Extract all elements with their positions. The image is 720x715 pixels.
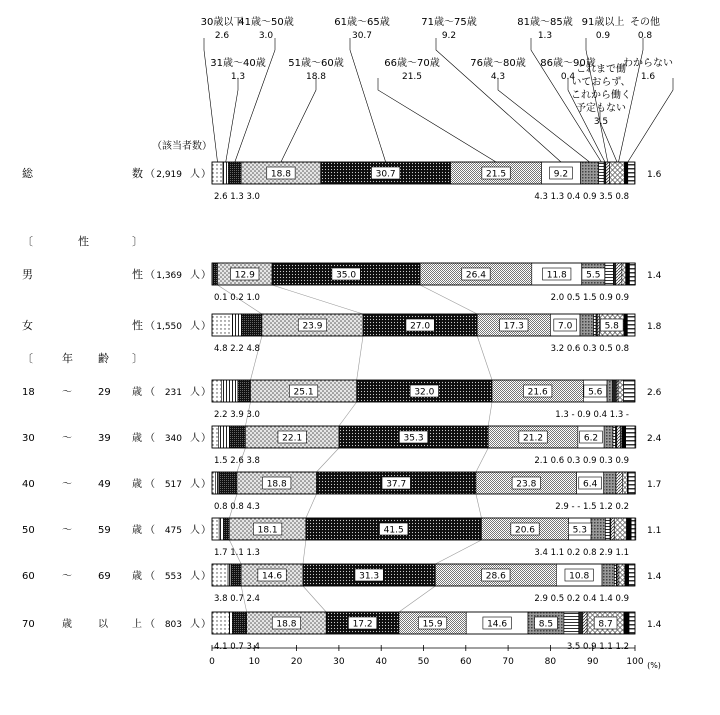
bar-segment-r7-c0 bbox=[212, 564, 228, 586]
below-left-r5: 0.8 0.8 4.3 bbox=[214, 502, 260, 512]
row-n-unit-r5: 人 bbox=[190, 479, 200, 490]
row-n-unit-r8: 人 bbox=[190, 619, 200, 630]
legend-value-8: 1.3 bbox=[537, 31, 553, 41]
bar-label-r4-2: 21.2 bbox=[523, 433, 544, 444]
bar-segment-r6-c1 bbox=[219, 518, 224, 540]
bar-label-r1-2: 26.4 bbox=[465, 270, 486, 281]
row-close-paren-r6: ） bbox=[201, 525, 211, 536]
connector-r3-k5 bbox=[488, 402, 492, 426]
legend-name-6: 71歳～75歳 bbox=[421, 17, 477, 28]
bar-segment-r7-c2 bbox=[231, 564, 241, 586]
bar-segment-r6-c2 bbox=[224, 518, 229, 540]
bar-segment-r7-c8 bbox=[614, 564, 616, 586]
x-tick-label-10: 100 bbox=[626, 657, 644, 667]
bar-segment-r1-c12 bbox=[626, 263, 630, 285]
bar-label-r8-0: 18.8 bbox=[276, 619, 297, 630]
legend-leader-2 bbox=[235, 38, 275, 162]
legend-value-2: 3.0 bbox=[258, 31, 274, 41]
legend-leader-5 bbox=[378, 78, 496, 162]
row-n-r7: 553 bbox=[164, 572, 182, 582]
x-tick-label-1: 10 bbox=[248, 657, 261, 667]
row-label-c-r8: 以 bbox=[98, 619, 108, 630]
right-value-r3: 2.6 bbox=[647, 388, 662, 398]
bar-segment-r8-c10 bbox=[583, 612, 588, 634]
bar-segment-r0-c13 bbox=[628, 162, 635, 184]
legend-name-2: 41歳～50歳 bbox=[238, 17, 294, 28]
bar-label-r3-3: 5.6 bbox=[588, 387, 603, 398]
below-right-r7: 2.9 0.5 0.2 0.4 1.4 0.9 bbox=[534, 594, 629, 604]
row-n-r4: 340 bbox=[164, 434, 182, 444]
row-n-unit-r1: 人 bbox=[190, 270, 200, 281]
row-label-d-r5: 歳 bbox=[132, 479, 142, 490]
bar-segment-r0-c8 bbox=[599, 162, 604, 184]
legend-value-4: 30.7 bbox=[351, 31, 373, 41]
bar-segment-r6-c12 bbox=[627, 518, 632, 540]
right-value-r4: 2.4 bbox=[647, 434, 662, 444]
bar-segment-r1-c10 bbox=[616, 263, 622, 285]
bar-segment-r4-c13 bbox=[626, 426, 636, 448]
bar-label-r4-1: 35.3 bbox=[403, 433, 424, 444]
bar-label-r4-0: 22.1 bbox=[282, 433, 303, 444]
bar-segment-r0-c0 bbox=[212, 162, 223, 184]
row-open-paren-r5: （ bbox=[145, 479, 155, 490]
bar-label-r2-0: 23.9 bbox=[302, 321, 323, 332]
bar-segment-r4-c0 bbox=[212, 426, 218, 448]
connector-r4-k5 bbox=[476, 448, 488, 472]
below-left-r8: 4.1 0.7 3.4 bbox=[214, 642, 260, 652]
legend-name-3: 51歳～60歳 bbox=[288, 58, 344, 69]
row-label-c-r4: 39 bbox=[98, 433, 111, 444]
row-label-b-r3: ～ bbox=[62, 387, 72, 398]
connector-r7-k5 bbox=[399, 586, 435, 612]
bar-label-r8-1: 17.2 bbox=[352, 619, 373, 630]
bar-segment-r1-c8 bbox=[605, 263, 613, 285]
legend-name-5: 66歳～70歳 bbox=[384, 58, 440, 69]
bar-label-r6-3: 5.3 bbox=[572, 525, 587, 536]
row-label-d-r4: 歳 bbox=[132, 433, 142, 444]
row-n-unit-r6: 人 bbox=[190, 525, 200, 536]
legend-value-11: 3.5 bbox=[593, 117, 609, 127]
bar-label-r4-3: 6.2 bbox=[583, 433, 599, 444]
x-tick-label-2: 20 bbox=[290, 657, 303, 667]
right-value-r1: 1.4 bbox=[647, 271, 662, 281]
row-label-c-r6: 59 bbox=[98, 525, 111, 536]
legend-leader-12 bbox=[628, 78, 673, 162]
legend-name-4: 61歳～65歳 bbox=[334, 17, 390, 28]
bar-segment-r3-c2 bbox=[238, 380, 251, 402]
connector-r6-k5 bbox=[435, 540, 481, 564]
row-close-paren-r8: ） bbox=[201, 619, 211, 630]
bar-segment-r2-c8 bbox=[594, 314, 597, 336]
x-tick-label-0: 0 bbox=[209, 657, 215, 667]
bar-segment-r5-c11 bbox=[622, 472, 627, 494]
connector-r4-k4 bbox=[316, 448, 338, 472]
connector-r5-k4 bbox=[306, 494, 317, 518]
bar-segment-r8-c8 bbox=[564, 612, 579, 634]
row-n-unit-r0: 人 bbox=[190, 169, 200, 180]
x-tick-label-7: 70 bbox=[502, 657, 514, 667]
row-close-paren-r7: ） bbox=[201, 571, 211, 582]
row-label-a-r0: 総 bbox=[22, 167, 33, 180]
legend-value-13: 0.8 bbox=[637, 31, 653, 41]
bar-label-r7-2: 28.6 bbox=[485, 571, 506, 582]
section-age-title-b: 齢 bbox=[98, 352, 109, 365]
row-label-c-r3: 29 bbox=[98, 387, 111, 398]
bar-label-r7-0: 14.6 bbox=[262, 571, 283, 582]
bar-segment-r4-c10 bbox=[617, 426, 621, 448]
legend-name-12: わからない bbox=[623, 58, 673, 69]
below-left-r6: 1.7 1.1 1.3 bbox=[214, 548, 260, 558]
row-label-b-r4: ～ bbox=[62, 433, 72, 444]
row-label-b-r5: ～ bbox=[62, 479, 72, 490]
row-n-r2: 1,550 bbox=[156, 322, 182, 332]
bar-label-r2-4: 5.8 bbox=[604, 321, 619, 332]
bar-label-r8-5: 8.7 bbox=[598, 619, 613, 630]
row-label-d-r8: 上 bbox=[132, 619, 142, 630]
legend-name-11a: これまで働 bbox=[576, 64, 626, 75]
bar-segment-r8-c9 bbox=[579, 612, 583, 634]
bar-segment-r1-c9 bbox=[613, 263, 615, 285]
bar-label-r6-2: 20.6 bbox=[514, 525, 536, 536]
bar-segment-r5-c0 bbox=[212, 472, 215, 494]
legend-value-12: 1.6 bbox=[640, 72, 656, 82]
bar-segment-r6-c7 bbox=[591, 518, 605, 540]
bar-label-r8-4: 8.5 bbox=[538, 619, 554, 630]
legend-name-10: 91歳以上 bbox=[581, 17, 625, 28]
legend-value-6: 9.2 bbox=[441, 31, 457, 41]
bar-segment-r5-c1 bbox=[215, 472, 218, 494]
row-n-r1: 1,369 bbox=[156, 271, 182, 281]
connector-r6-k4 bbox=[303, 540, 306, 564]
bar-segment-r0-c11 bbox=[610, 162, 625, 184]
legend-name-11b: いておらず、 bbox=[571, 77, 631, 88]
bar-segment-r3-c11 bbox=[618, 380, 623, 402]
row-close-paren-r0: ） bbox=[201, 169, 211, 180]
bar-label-r0-3: 9.2 bbox=[553, 169, 569, 180]
below-right-r3: 1.3 - 0.9 0.4 1.3 - bbox=[555, 410, 629, 420]
bar-label-r8-2: 15.9 bbox=[422, 619, 443, 630]
bar-label-r6-1: 41.5 bbox=[383, 525, 404, 536]
bar-segment-r5-c7 bbox=[604, 472, 616, 494]
bar-label-r0-0: 18.8 bbox=[270, 169, 291, 180]
x-tick-label-4: 40 bbox=[375, 657, 387, 667]
row-label-d-r3: 歳 bbox=[132, 387, 142, 398]
bar-label-r1-1: 35.0 bbox=[336, 270, 357, 281]
bar-segment-r6-c8 bbox=[605, 518, 610, 540]
row-label-a-r2: 女 bbox=[22, 319, 33, 332]
row-label-d-r6: 歳 bbox=[132, 525, 142, 536]
bar-label-r1-0: 12.9 bbox=[234, 270, 255, 281]
connector-r1-k5 bbox=[420, 285, 477, 314]
section-age-open: 〔 bbox=[22, 352, 33, 365]
row-label-a-r5: 40 bbox=[22, 479, 35, 490]
row-open-paren-r4: （ bbox=[145, 433, 155, 444]
row-open-paren-r7: （ bbox=[145, 571, 155, 582]
bar-label-r6-0: 18.1 bbox=[257, 525, 278, 536]
below-left-r3: 2.2 3.9 3.0 bbox=[214, 410, 260, 420]
bar-segment-r2-c0 bbox=[212, 314, 232, 336]
bar-label-r3-0: 25.1 bbox=[293, 387, 314, 398]
bar-segment-r5-c10 bbox=[616, 472, 622, 494]
connector-r5-k5 bbox=[476, 494, 481, 518]
row-label-b-r6: ～ bbox=[62, 525, 72, 536]
connector-r2-k4 bbox=[357, 336, 363, 380]
row-n-r8: 803 bbox=[164, 620, 182, 630]
bar-segment-r1-c11 bbox=[622, 263, 626, 285]
legend-value-7: 4.3 bbox=[490, 72, 506, 82]
legend-name-9: 86歳～90歳 bbox=[540, 58, 596, 69]
respondents-label: （該当者数） bbox=[152, 141, 212, 152]
row-n-unit-r7: 人 bbox=[190, 571, 200, 582]
row-label-a-r6: 50 bbox=[22, 525, 35, 536]
section-age-close: 〕 bbox=[132, 352, 143, 365]
legend-leader-6 bbox=[436, 38, 561, 162]
row-open-paren-r3: （ bbox=[145, 387, 155, 398]
legend-name-13: その他 bbox=[630, 17, 660, 28]
bar-label-r2-1: 27.0 bbox=[410, 321, 431, 332]
bar-segment-r1-c13 bbox=[630, 263, 636, 285]
below-right-r2: 3.2 0.6 0.3 0.5 0.8 bbox=[550, 344, 629, 354]
right-value-r6: 1.1 bbox=[647, 526, 662, 536]
row-n-r6: 475 bbox=[164, 526, 182, 536]
right-value-r5: 1.7 bbox=[647, 480, 662, 490]
connector-r2-k5 bbox=[477, 336, 492, 380]
bar-segment-r2-c12 bbox=[624, 314, 627, 336]
row-n-unit-r3: 人 bbox=[190, 387, 200, 398]
x-tick-label-5: 50 bbox=[417, 657, 430, 667]
row-label-b-r1: 性 bbox=[132, 268, 143, 281]
right-value-r2: 1.8 bbox=[647, 322, 662, 332]
row-labels bbox=[22, 139, 212, 630]
below-right-r0: 4.3 1.3 0.4 0.9 3.5 0.8 bbox=[534, 192, 629, 202]
below-left-r4: 1.5 2.6 3.8 bbox=[214, 456, 260, 466]
below-left-r7: 3.8 0.7 2.4 bbox=[214, 594, 260, 604]
bar-segment-r0-c7 bbox=[580, 162, 598, 184]
legend-value-3: 18.8 bbox=[305, 72, 327, 82]
bar-label-r5-1: 37.7 bbox=[386, 479, 407, 490]
bar-label-r7-1: 31.3 bbox=[359, 571, 380, 582]
row-label-c-r5: 49 bbox=[98, 479, 111, 490]
bar-segment-r2-c10 bbox=[597, 314, 599, 336]
bar-segment-r4-c2 bbox=[229, 426, 245, 448]
row-open-paren-r1: （ bbox=[145, 270, 155, 281]
bar-segments bbox=[212, 162, 636, 634]
right-value-r0: 1.6 bbox=[647, 170, 662, 180]
connector-r1-k4 bbox=[272, 285, 363, 314]
right-value-r7: 1.4 bbox=[647, 572, 662, 582]
bar-segment-r0-c1 bbox=[223, 162, 228, 184]
row-close-paren-r2: ） bbox=[201, 321, 211, 332]
bar-segment-r4-c8 bbox=[613, 426, 616, 448]
row-n-r3: 231 bbox=[164, 388, 182, 398]
row-label-d-r7: 歳 bbox=[132, 571, 142, 582]
connector-r3-k4 bbox=[339, 402, 357, 426]
bar-segment-r4-c12 bbox=[622, 426, 626, 448]
bar-segment-r5-c13 bbox=[628, 472, 635, 494]
legend-value-1: 1.3 bbox=[230, 72, 246, 82]
bar-segment-r4-c7 bbox=[604, 426, 613, 448]
row-label-b-r7: ～ bbox=[62, 571, 72, 582]
legend-value-0: 2.6 bbox=[214, 31, 230, 41]
bar-label-r2-2: 17.3 bbox=[503, 321, 524, 332]
bar-segment-r8-c0 bbox=[212, 612, 229, 634]
bar-segment-r6-c10 bbox=[611, 518, 614, 540]
section-age-title-a: 年 bbox=[62, 352, 73, 365]
bar-label-r3-2: 21.6 bbox=[527, 387, 548, 398]
below-right-r1: 2.0 0.5 1.5 0.9 0.9 bbox=[550, 293, 629, 303]
row-label-b-r8: 歳 bbox=[62, 619, 72, 630]
bar-label-r7-3: 10.8 bbox=[569, 571, 590, 582]
row-label-a-r4: 30 bbox=[22, 433, 35, 444]
bar-label-r1-4: 5.5 bbox=[586, 270, 601, 281]
legend-leader-1 bbox=[226, 78, 238, 162]
bar-segment-r7-c7 bbox=[602, 564, 614, 586]
bar-segment-r7-c13 bbox=[629, 564, 635, 586]
below-left-r2: 4.8 2.2 4.8 bbox=[214, 344, 260, 354]
legend-name-8: 81歳～85歳 bbox=[517, 17, 573, 28]
row-open-paren-r8: （ bbox=[145, 619, 155, 630]
bar-segment-r0-c12 bbox=[624, 162, 627, 184]
legend-name-11d: 予定もない bbox=[576, 103, 626, 114]
row-label-b-r2: 性 bbox=[132, 319, 143, 332]
row-label-b-r0: 数 bbox=[132, 167, 143, 180]
bar-label-r0-1: 30.7 bbox=[375, 169, 396, 180]
bar-segment-r8-c1 bbox=[229, 612, 232, 634]
x-tick-label-6: 60 bbox=[460, 657, 472, 667]
legend-leader-4 bbox=[350, 38, 386, 162]
below-right-r6: 3.4 1.1 0.2 0.8 2.9 1.1 bbox=[534, 548, 629, 558]
row-open-paren-r6: （ bbox=[145, 525, 155, 536]
bar-segment-r3-c9 bbox=[613, 380, 617, 402]
row-label-a-r1: 男 bbox=[22, 268, 33, 281]
legend-name-11c: これから働く bbox=[571, 90, 631, 101]
bar-segment-r1-c2 bbox=[213, 263, 217, 285]
bar-segment-r4-c1 bbox=[218, 426, 229, 448]
row-close-paren-r4: ） bbox=[201, 433, 211, 444]
bar-label-r0-2: 21.5 bbox=[486, 169, 507, 180]
row-close-paren-r5: ） bbox=[201, 479, 211, 490]
row-label-c-r7: 69 bbox=[98, 571, 111, 582]
x-tick-label-8: 80 bbox=[544, 657, 557, 667]
row-n-r0: 2,919 bbox=[156, 170, 182, 180]
below-right-r4: 2.1 0.6 0.3 0.9 0.3 0.9 bbox=[534, 456, 629, 466]
bar-segment-r2-c2 bbox=[242, 314, 262, 336]
bar-segment-r6-c0 bbox=[212, 518, 219, 540]
category-legend bbox=[201, 15, 673, 162]
legend-leader-3 bbox=[281, 78, 316, 162]
bar-label-r5-0: 18.8 bbox=[266, 479, 287, 490]
below-left-r1: 0.1 0.2 1.0 bbox=[214, 293, 260, 303]
legend-name-7: 76歳～80歳 bbox=[470, 58, 526, 69]
legend-name-0: 30歳以下 bbox=[200, 17, 244, 28]
bar-segment-r8-c2 bbox=[232, 612, 246, 634]
bar-segment-r2-c7 bbox=[580, 314, 594, 336]
legend-value-10: 0.9 bbox=[595, 31, 611, 41]
section-gender-title: 性 bbox=[78, 235, 89, 248]
bar-segment-r3-c7 bbox=[607, 380, 612, 402]
section-gender-close: 〕 bbox=[132, 235, 143, 248]
below-right-r8: 3.5 0.9 1.1 1.2 bbox=[566, 642, 629, 652]
right-value-r8: 1.4 bbox=[647, 620, 662, 630]
row-n-unit-r4: 人 bbox=[190, 433, 200, 444]
x-tick-label-9: 90 bbox=[586, 657, 599, 667]
bar-segment-r3-c13 bbox=[624, 380, 635, 402]
legend-value-9: 0.4 bbox=[560, 72, 576, 82]
row-label-a-r8: 70 bbox=[22, 619, 35, 630]
row-n-r5: 517 bbox=[164, 480, 182, 490]
bar-segment-r7-c12 bbox=[625, 564, 629, 586]
x-unit-label: (%) bbox=[647, 661, 661, 670]
bar-segment-r7-c1 bbox=[228, 564, 231, 586]
legend-value-5: 21.5 bbox=[401, 72, 423, 82]
section-gender-open: 〔 bbox=[22, 235, 33, 248]
bar-label-r5-2: 23.8 bbox=[516, 479, 537, 490]
row-n-unit-r2: 人 bbox=[190, 321, 200, 332]
bar-segment-r7-c11 bbox=[619, 564, 625, 586]
bar-segment-r2-c1 bbox=[232, 314, 241, 336]
connector-r2-k3 bbox=[250, 336, 261, 380]
bar-label-r2-3: 7.0 bbox=[558, 321, 573, 332]
bar-segment-r5-c2 bbox=[219, 472, 237, 494]
bar-segment-r3-c0 bbox=[212, 380, 221, 402]
legend-name-1: 31歳～40歳 bbox=[210, 58, 266, 69]
row-label-a-r3: 18 bbox=[22, 387, 35, 398]
bar-segment-r8-c13 bbox=[629, 612, 635, 634]
row-label-a-r7: 60 bbox=[22, 571, 35, 582]
x-tick-label-3: 30 bbox=[333, 657, 345, 667]
row-open-paren-r2: （ bbox=[145, 321, 155, 332]
bar-segment-r0-c10 bbox=[606, 162, 610, 184]
bar-segment-r6-c11 bbox=[614, 518, 626, 540]
row-open-paren-r0: （ bbox=[145, 169, 155, 180]
bar-label-r3-1: 32.0 bbox=[414, 387, 435, 398]
bar-segment-r3-c1 bbox=[221, 380, 237, 402]
connector-r7-k4 bbox=[303, 586, 326, 612]
bar-label-r8-3: 14.6 bbox=[487, 619, 508, 630]
below-right-r5: 2.9 - - 1.5 1.2 0.2 bbox=[555, 502, 629, 512]
bar-segment-r2-c13 bbox=[627, 314, 635, 336]
bar-label-r1-3: 11.8 bbox=[546, 270, 567, 281]
below-left-r0: 2.6 1.3 3.0 bbox=[214, 192, 260, 202]
bar-label-r5-3: 6.4 bbox=[582, 479, 598, 490]
bar-segment-r8-c12 bbox=[624, 612, 629, 634]
row-close-paren-r1: ） bbox=[201, 270, 211, 281]
row-close-paren-r3: ） bbox=[201, 387, 211, 398]
bar-segment-r0-c2 bbox=[228, 162, 241, 184]
